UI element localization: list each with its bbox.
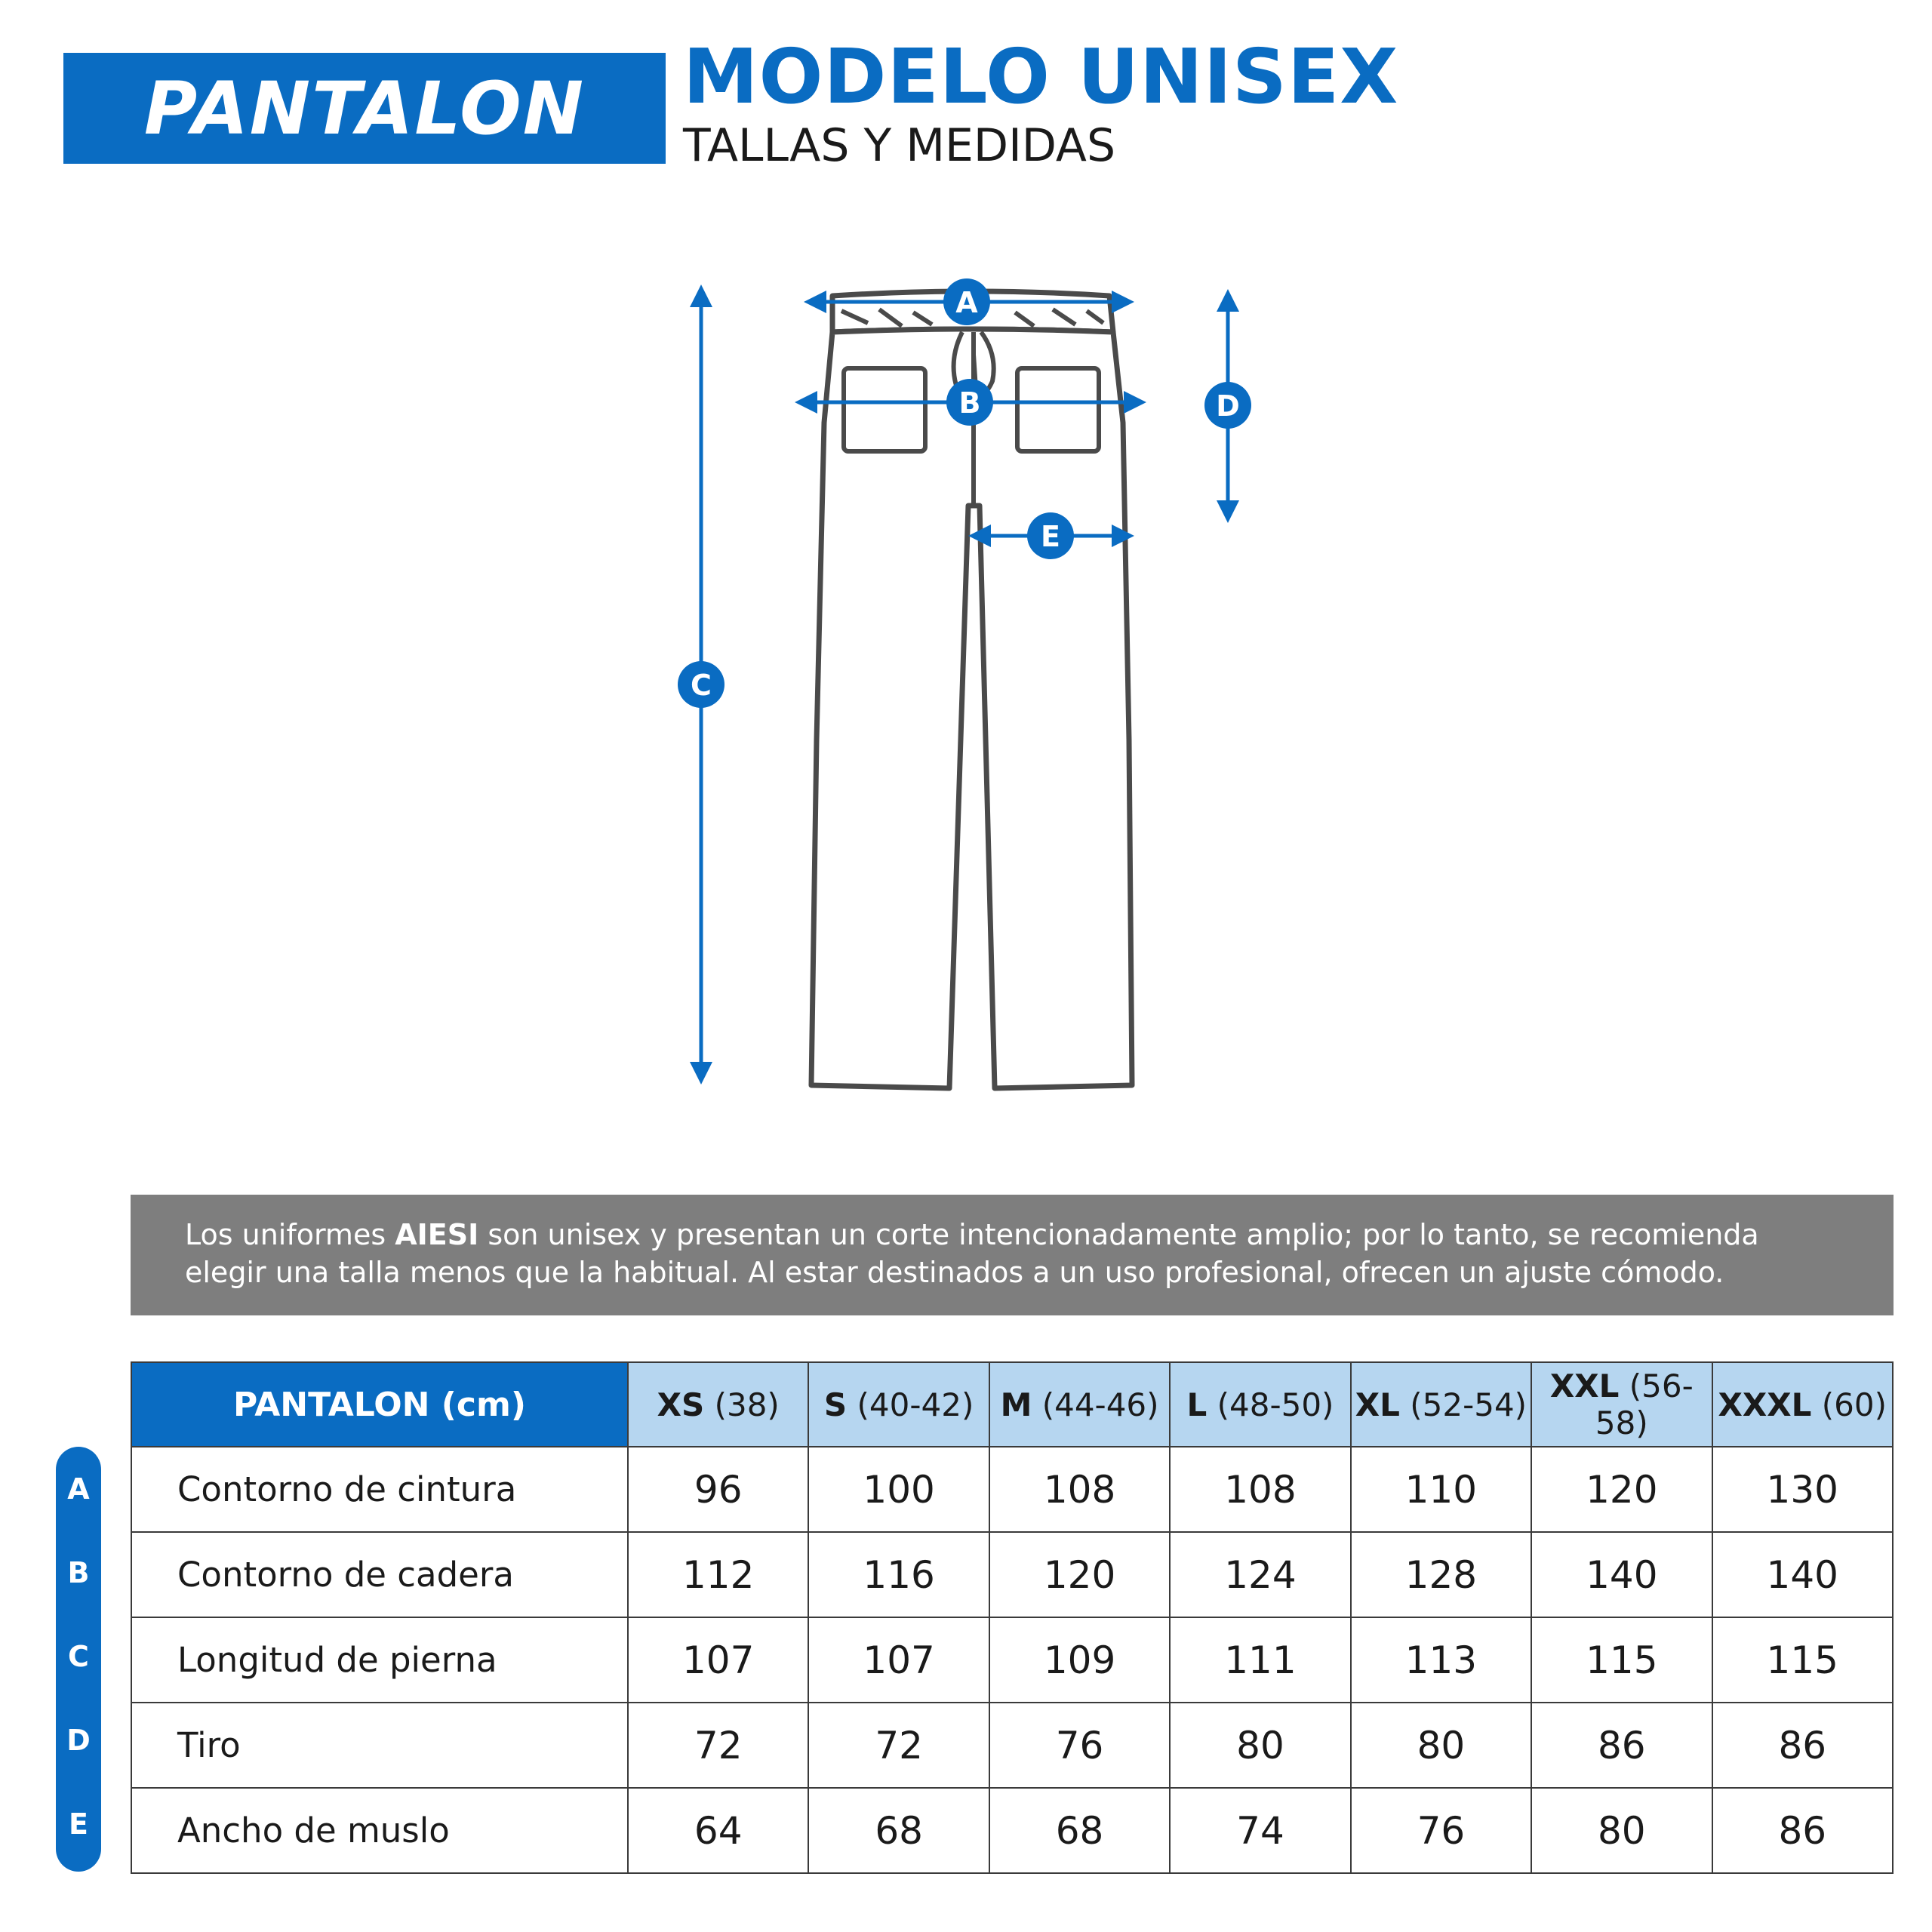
- table-cell: 112: [628, 1532, 808, 1617]
- table-row: [131, 1617, 1893, 1703]
- table-cell: 68: [808, 1788, 989, 1873]
- table-cell: 107: [628, 1617, 808, 1703]
- row-letter-b: B: [67, 1556, 90, 1589]
- table-cell: 115: [1531, 1617, 1712, 1703]
- model-subtitle: TALLAS Y MEDIDAS: [683, 119, 1116, 172]
- table-cell: 64: [628, 1788, 808, 1873]
- row-letter-d: D: [66, 1724, 91, 1757]
- row-label: Longitud de pierna: [131, 1617, 628, 1703]
- table-cell: 111: [1170, 1617, 1350, 1703]
- brand-title: PANTALON: [143, 66, 586, 151]
- table-cell: 86: [1531, 1703, 1712, 1788]
- size-code: XL: [1355, 1386, 1400, 1423]
- marker-e: [1027, 512, 1074, 559]
- table-row: [131, 1447, 1893, 1532]
- table-cell: 80: [1531, 1788, 1712, 1873]
- table-cell: 72: [808, 1703, 989, 1788]
- size-header-s: [808, 1362, 989, 1447]
- table-cell: 115: [1712, 1617, 1893, 1703]
- table-cell: 107: [808, 1617, 989, 1703]
- row-label: Ancho de muslo: [131, 1788, 628, 1873]
- size-code: XXL: [1549, 1367, 1620, 1404]
- size-range: (52-54): [1410, 1386, 1527, 1423]
- table-row: [131, 1788, 1893, 1873]
- table-cell: 120: [989, 1532, 1170, 1617]
- table-cell: 140: [1712, 1532, 1893, 1617]
- marker-c: [678, 661, 724, 708]
- table-cell: 113: [1351, 1617, 1531, 1703]
- size-range: (40-42): [857, 1386, 974, 1423]
- marker-c-label: C: [691, 669, 712, 702]
- table-cell: 116: [808, 1532, 989, 1617]
- table-header-label: PANTALON (cm): [131, 1362, 628, 1447]
- note-brand: AIESI: [395, 1218, 479, 1251]
- sizing-note: [131, 1195, 1894, 1315]
- row-label: Tiro: [131, 1703, 628, 1788]
- size-code: M: [1000, 1386, 1032, 1423]
- size-header-xl: [1351, 1362, 1531, 1447]
- size-header-m: [989, 1362, 1170, 1447]
- marker-a: [943, 278, 990, 325]
- size-header-l: [1170, 1362, 1350, 1447]
- table-cell: 86: [1712, 1788, 1893, 1873]
- size-range: (56-58): [1595, 1367, 1694, 1441]
- marker-b: [946, 379, 993, 426]
- table-cell: 120: [1531, 1447, 1712, 1532]
- row-letter-c: C: [68, 1640, 89, 1673]
- row-letter-bar: [56, 1447, 101, 1872]
- size-range: (48-50): [1217, 1386, 1334, 1423]
- table-header-row: [131, 1362, 1893, 1447]
- table-cell: 68: [989, 1788, 1170, 1873]
- note-text-after: son unisex y presentan un corte intencionadamente amplio; por lo tanto, se recomienda elegir una talla menos que la habitual. Al estar destinados a un uso profesional, ofrecen un ajuste cómodo.: [185, 1218, 1759, 1289]
- table-cell: 108: [1170, 1447, 1350, 1532]
- row-letter-a: A: [67, 1472, 90, 1506]
- marker-d-label: D: [1216, 389, 1240, 423]
- size-header-xxl: [1531, 1362, 1712, 1447]
- marker-e-label: E: [1041, 520, 1060, 553]
- table-row: [131, 1703, 1893, 1788]
- size-table: [131, 1361, 1894, 1874]
- size-range: (38): [714, 1386, 780, 1423]
- size-code: S: [823, 1386, 848, 1423]
- table-cell: 74: [1170, 1788, 1350, 1873]
- table-cell: 76: [1351, 1788, 1531, 1873]
- table-cell: 140: [1531, 1532, 1712, 1617]
- table-cell: 124: [1170, 1532, 1350, 1617]
- table-cell: 96: [628, 1447, 808, 1532]
- table-cell: 100: [808, 1447, 989, 1532]
- table-cell: 72: [628, 1703, 808, 1788]
- row-label: Contorno de cintura: [131, 1447, 628, 1532]
- table-cell: 110: [1351, 1447, 1531, 1532]
- table-cell: 128: [1351, 1532, 1531, 1617]
- table-cell: 80: [1351, 1703, 1531, 1788]
- size-code: L: [1186, 1386, 1208, 1423]
- table-cell: 130: [1712, 1447, 1893, 1532]
- size-range: (44-46): [1041, 1386, 1159, 1423]
- size-range: (60): [1821, 1386, 1887, 1423]
- marker-a-label: A: [955, 286, 978, 319]
- marker-d: [1204, 382, 1251, 429]
- table-cell: 76: [989, 1703, 1170, 1788]
- size-code: XS: [657, 1386, 705, 1423]
- table-cell: 109: [989, 1617, 1170, 1703]
- row-label: Contorno de cadera: [131, 1532, 628, 1617]
- table-cell: 86: [1712, 1703, 1893, 1788]
- size-header-xxxl: [1712, 1362, 1893, 1447]
- size-code: XXXL: [1718, 1386, 1812, 1423]
- note-text-before: Los uniformes: [185, 1218, 395, 1251]
- table-cell: 108: [989, 1447, 1170, 1532]
- size-header-xs: [628, 1362, 808, 1447]
- table-row: [131, 1532, 1893, 1617]
- row-letter-e: E: [69, 1807, 88, 1841]
- marker-b-label: B: [958, 386, 981, 420]
- table-cell: 80: [1170, 1703, 1350, 1788]
- model-title: MODELO UNISEX: [683, 32, 1399, 121]
